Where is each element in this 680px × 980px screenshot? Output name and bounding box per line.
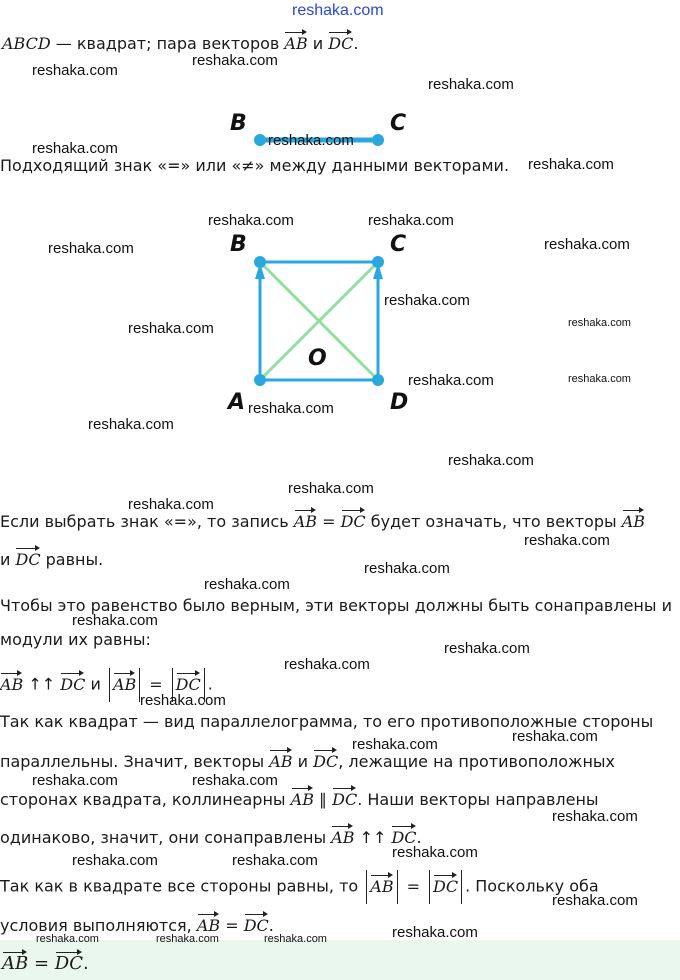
abs-bar — [366, 870, 367, 904]
watermark: reshaka.com — [32, 772, 118, 789]
p3-text: , лежащие на противоположных — [338, 752, 615, 771]
vector-ab: AB — [370, 873, 393, 897]
codirected-sign: ↑↑ — [23, 674, 61, 694]
watermark: reshaka.com — [444, 640, 530, 657]
point-c — [372, 134, 384, 146]
p1-text-a: Если выбрать знак «=», то запись — [0, 512, 294, 531]
equals-sign: = — [317, 512, 341, 531]
vector-dc: DC — [332, 786, 357, 810]
label-a: A — [228, 390, 246, 415]
vector-dc: DC — [391, 824, 416, 848]
vector-ab: AB — [269, 748, 292, 772]
watermark: reshaka.com — [512, 728, 598, 745]
point-c — [372, 256, 384, 268]
site-header-link[interactable]: reshaka.com — [292, 2, 384, 19]
label-d: D — [390, 390, 409, 415]
vector-dc: DC — [176, 671, 201, 695]
p3-text: параллельны. Значит, векторы — [0, 752, 270, 771]
vector-ab: AB — [197, 912, 220, 936]
watermark: reshaka.com — [448, 452, 534, 469]
label-o: O — [308, 346, 327, 371]
watermark: reshaka.com — [428, 76, 514, 93]
watermark: reshaka.com — [392, 844, 478, 861]
p3-and: и — [292, 752, 314, 771]
answer-dot: . — [82, 953, 89, 974]
point-d — [372, 374, 384, 386]
p4-text: . — [268, 916, 274, 935]
abs-bar — [461, 870, 462, 904]
watermark: reshaka.com — [368, 212, 454, 229]
p3-line4 — [0, 824, 422, 848]
figure-square — [220, 225, 420, 420]
p4-text: . Поскольку оба — [465, 876, 599, 896]
vector-ab: AB — [622, 508, 645, 532]
vector-ab: AB — [113, 671, 136, 695]
vector-dc: DC — [55, 950, 83, 974]
watermark: reshaka.com — [32, 62, 118, 79]
vector-ab: AB — [284, 30, 307, 54]
equals-sign: = — [28, 953, 55, 974]
watermark: reshaka.com — [192, 772, 278, 789]
point-a — [254, 374, 266, 386]
equals-sign: = — [406, 876, 420, 896]
label-b: B — [230, 111, 247, 136]
watermark: reshaka.com — [552, 892, 638, 909]
p3-text: сторонах квадрата, коллинеарны — [0, 790, 291, 809]
watermark: reshaka.com — [524, 532, 610, 549]
watermark: reshaka.com — [528, 156, 614, 173]
label-c: C — [390, 111, 407, 136]
watermark: reshaka.com — [140, 692, 226, 709]
p4-text: условия выполняются, — [0, 916, 197, 935]
label-b: B — [230, 232, 247, 257]
abs-bar — [429, 870, 430, 904]
watermark: reshaka.com — [192, 52, 278, 69]
vector-dc: DC — [15, 546, 40, 570]
p3-line2 — [0, 748, 615, 772]
watermark: reshaka.com — [408, 372, 494, 389]
watermark: reshaka.com — [568, 373, 631, 385]
watermark: reshaka.com — [268, 132, 354, 149]
point-b — [254, 134, 266, 146]
p2-line1: Чтобы это равенство было верным, эти векторы должны быть сонаправлены и — [0, 596, 672, 615]
answer-formula — [2, 950, 89, 974]
vector-dc: DC — [313, 748, 338, 772]
square-name: ABCD — [2, 34, 51, 53]
vector-ab: AB — [294, 508, 317, 532]
equals-sign: = — [149, 674, 163, 694]
watermark: reshaka.com — [384, 292, 470, 309]
vector-ab: AB — [2, 950, 28, 974]
watermark: reshaka.com — [392, 924, 478, 941]
vector-ab: AB — [331, 824, 354, 848]
intro-dot: . — [353, 34, 359, 53]
p1-line2 — [0, 546, 103, 570]
p1-text-c: и — [0, 550, 16, 569]
watermark: reshaka.com — [48, 240, 134, 257]
vector-dc: DC — [328, 30, 353, 54]
watermark: reshaka.com — [352, 736, 438, 753]
answer-box — [0, 940, 680, 980]
p2-line2: модули их равны: — [0, 630, 151, 649]
vector-ab: AB — [0, 671, 23, 695]
parallel-sign: ∥ — [313, 790, 333, 809]
intro-text: — квадрат; пара векторов — [50, 34, 285, 53]
p3-text: одинаково, значит, они сонаправлены — [0, 828, 332, 847]
watermark: reshaka.com — [264, 933, 327, 945]
formula-dot: . — [207, 674, 213, 694]
p3-text: . Наши векторы направлены — [357, 790, 599, 809]
point-b — [254, 256, 266, 268]
label-c: C — [390, 232, 407, 257]
watermark: reshaka.com — [568, 317, 631, 329]
watermark: reshaka.com — [208, 212, 294, 229]
watermark: reshaka.com — [36, 933, 99, 945]
p1-line1 — [0, 508, 645, 532]
p3-text: . — [416, 828, 422, 847]
watermark: reshaka.com — [88, 416, 174, 433]
watermark: reshaka.com — [72, 612, 158, 629]
codirected-sign: ↑↑ — [354, 828, 392, 847]
vector-dc: DC — [244, 912, 269, 936]
p3-line3 — [0, 786, 599, 810]
vector-dc: DC — [60, 671, 85, 695]
p3-line1: Так как квадрат — вид параллелограмма, то его противоположные стороны — [0, 712, 654, 731]
abs-bar — [109, 668, 110, 702]
p4-text: Так как в квадрате все стороны равны, то — [0, 876, 364, 896]
watermark: reshaka.com — [72, 852, 158, 869]
watermark: reshaka.com — [364, 560, 450, 577]
formula-and: и — [85, 674, 106, 694]
abs-bar — [397, 870, 398, 904]
watermark: reshaka.com — [248, 400, 334, 417]
watermark: reshaka.com — [128, 496, 214, 513]
question-text: Подходящий знак «=» или «≠» между данными векторами. — [0, 156, 510, 175]
vector-dc: DC — [341, 508, 366, 532]
intro-line — [2, 30, 358, 54]
p4-line1 — [0, 870, 599, 904]
equals-sign: = — [220, 916, 244, 935]
watermark: reshaka.com — [204, 576, 290, 593]
watermark: reshaka.com — [284, 656, 370, 673]
watermark: reshaka.com — [232, 852, 318, 869]
vector-ab: AB — [291, 786, 314, 810]
intro-and: и — [307, 34, 329, 53]
watermark: reshaka.com — [544, 236, 630, 253]
watermark: reshaka.com — [156, 933, 219, 945]
watermark: reshaka.com — [32, 140, 118, 157]
vector-dc: DC — [433, 873, 458, 897]
p1-text-d: равны. — [40, 550, 104, 569]
watermark: reshaka.com — [128, 320, 214, 337]
watermark: reshaka.com — [552, 808, 638, 825]
p1-text-b: будет означать, что векторы — [365, 512, 622, 531]
watermark: reshaka.com — [288, 480, 374, 497]
